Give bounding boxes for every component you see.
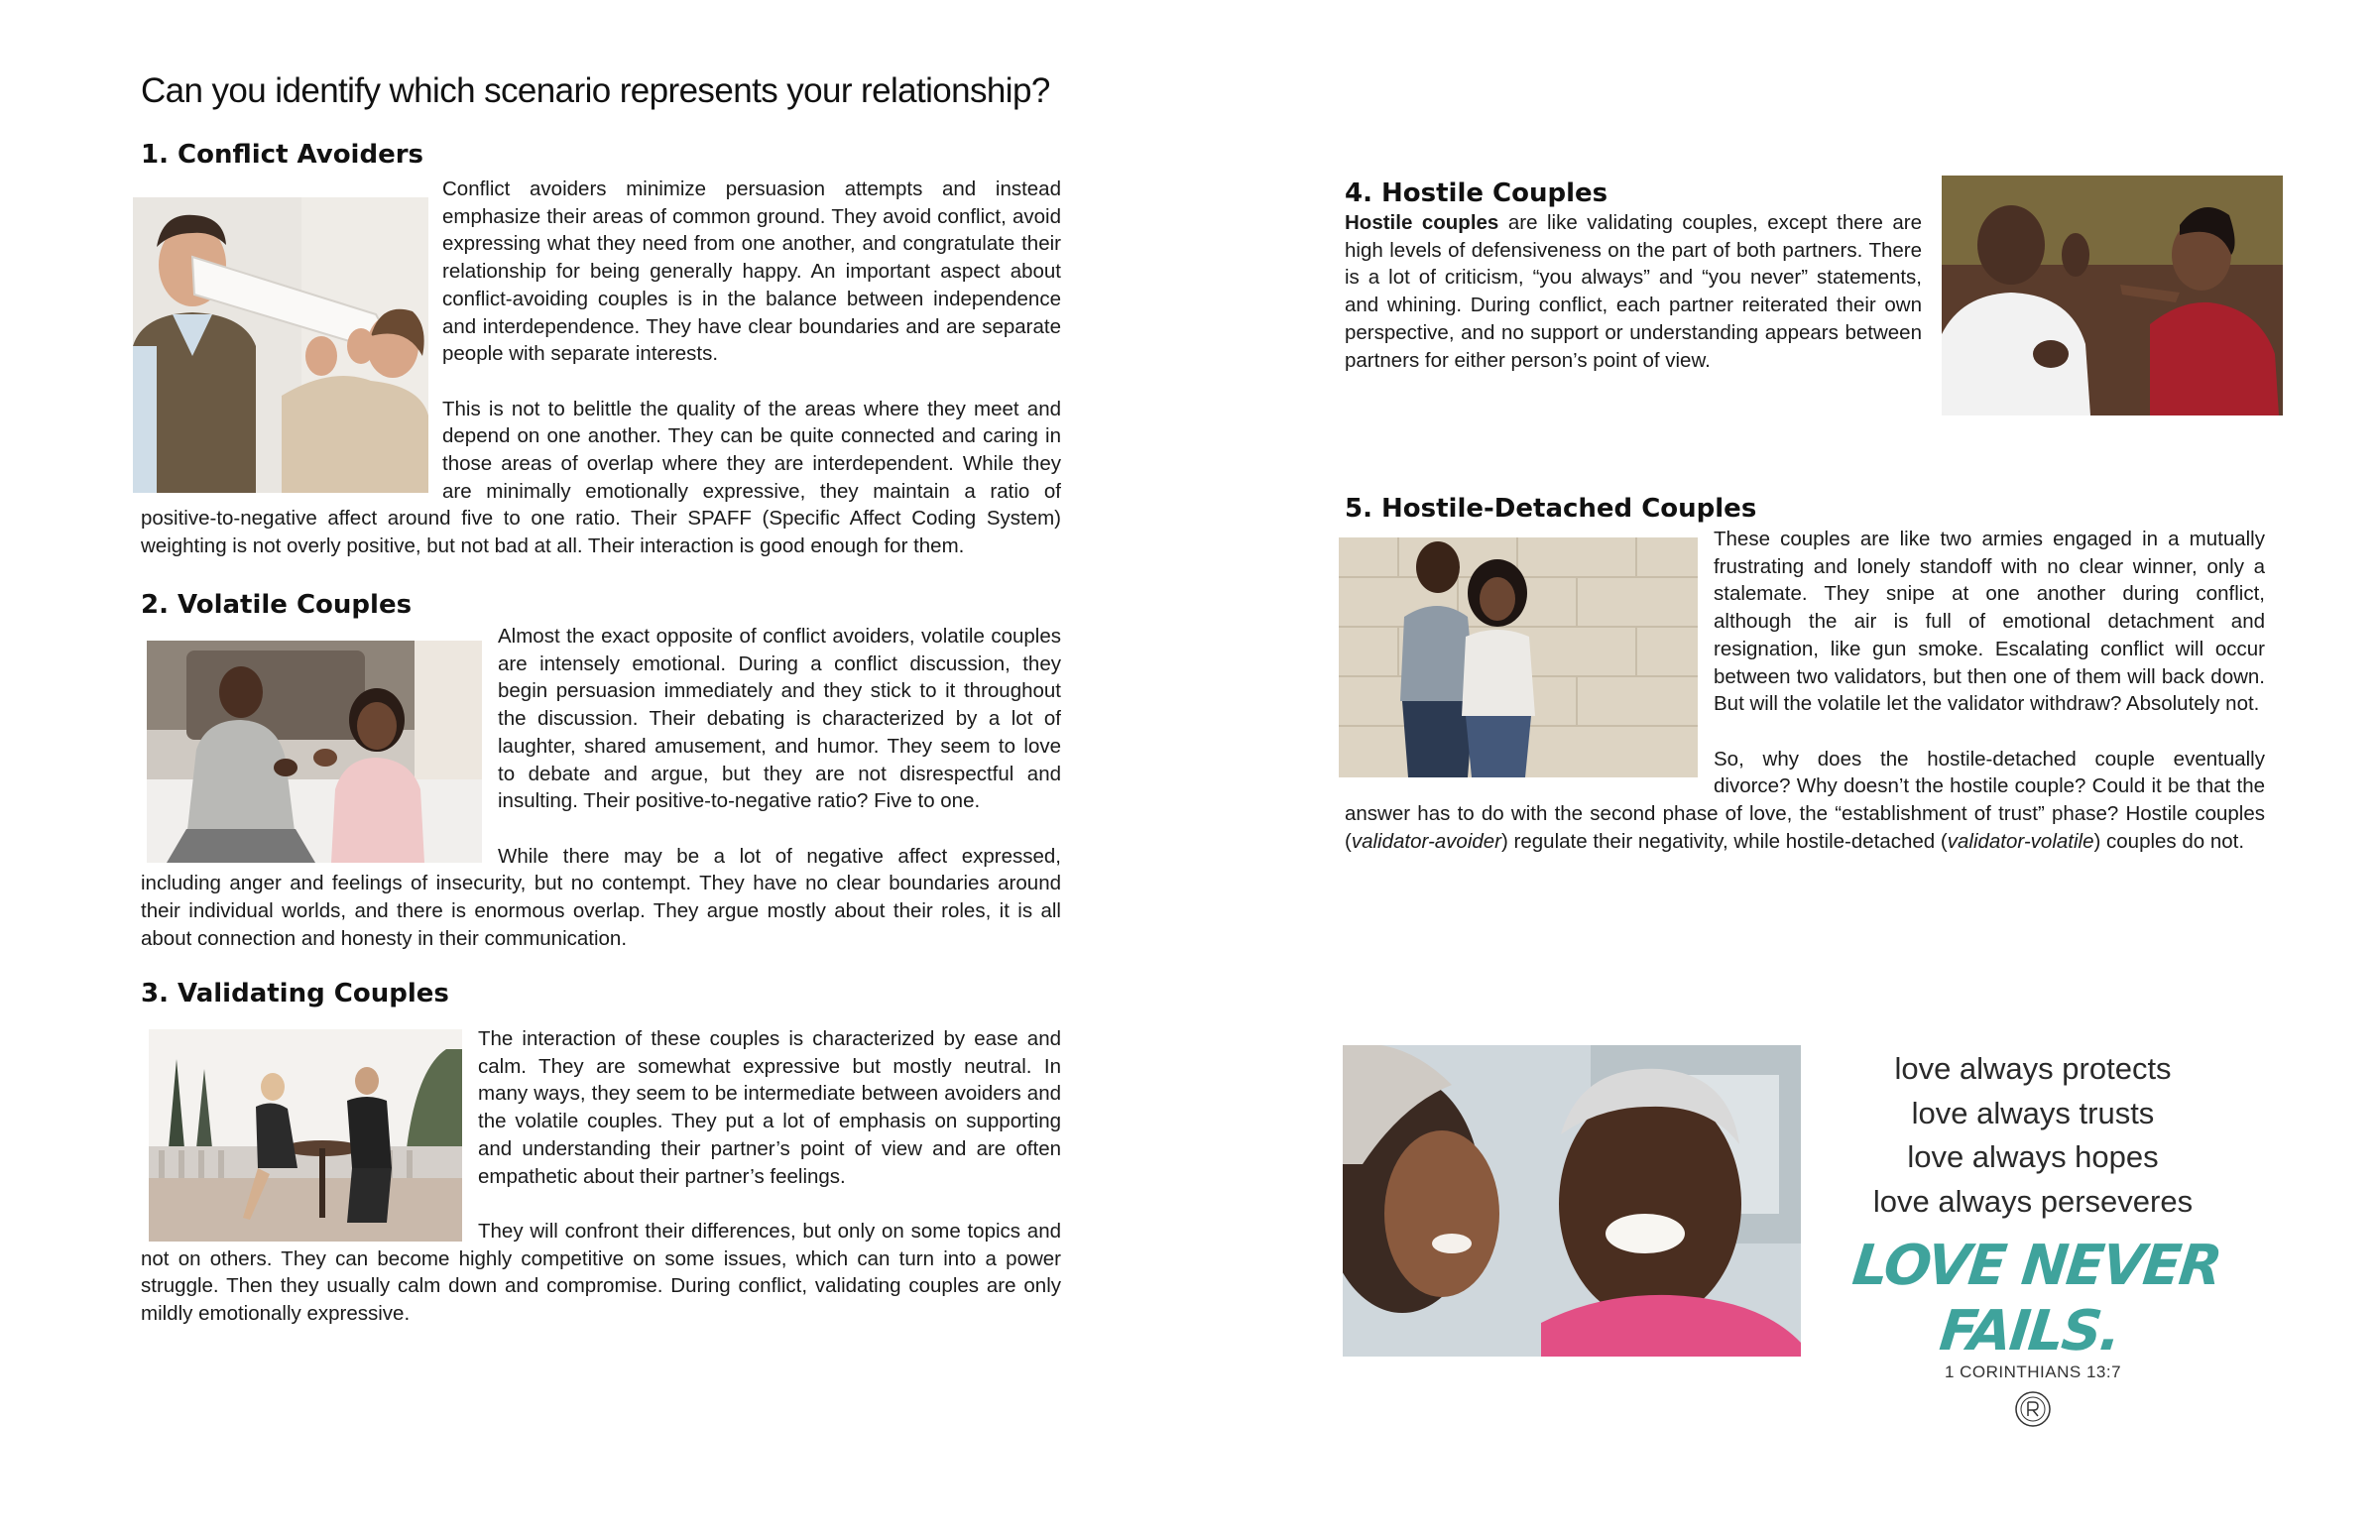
verse-reference: 1 CORINTHIANS 13:7: [1944, 1362, 2122, 1381]
lead-rest: are like validating couples, except there are high levels of defensiveness on the part of both partners. There is a lot of criticism, “you always” and “you never” statements, and whining. During conflict, each partner reiterated their own perspective, and no support or understanding appears between partners for either person’s point of view.: [1345, 211, 1922, 372]
lead-bold: Hostile couples: [1345, 211, 1499, 234]
photo-hostile-couple: [1942, 176, 2283, 415]
text-run: So, why does the hostile-detached couple eventually divorce? Why doesn’t the hostile couple? Could it be that the answer has to do with the second phase of love, the “establishment of trust” phase? Hostile couples (: [1345, 747, 2265, 853]
photo-standoff-couple: [1339, 537, 1698, 777]
page-title: Can you identify which scenario represents your relationship?: [141, 71, 1050, 110]
section-heading-volatile-couples: 2. Volatile Couples: [141, 590, 413, 620]
text-run: ) regulate their negativity, while hostile-detached (: [1501, 829, 1948, 853]
section-body-hostile-couples: [1345, 209, 1922, 374]
paragraph: The interaction of these couples is characterized by ease and calm. They are somewhat expressive but mostly neutral. In many ways, they seem to be intermediate between avoiders and the volatile couples. They put a lot of emphasis on supporting and understanding their partner’s point of view and are often empathetic about their partner’s feelings.: [478, 1027, 1061, 1188]
section-body-validating-couples: [141, 1025, 1061, 1328]
verse-line: love always hopes: [1907, 1139, 2159, 1174]
verse-block: [1835, 1047, 2231, 1428]
italic-term: validator-avoider: [1351, 829, 1502, 853]
italic-term: validator-volatile: [1947, 829, 2094, 853]
section-body-volatile-couples: [141, 623, 1061, 952]
verse-line: love always perseveres: [1872, 1183, 2194, 1219]
seal-logo-icon: [2014, 1390, 2052, 1428]
paragraph: [1345, 209, 1922, 374]
section-body-conflict-avoiders: [141, 176, 1061, 560]
section-heading-conflict-avoiders: 1. Conflict Avoiders: [141, 140, 424, 170]
verse-line: love always trusts: [1911, 1095, 2155, 1130]
verse-headline: LOVE NEVER FAILS.: [1848, 1234, 2224, 1363]
photo-laughing-elderly-couple: [1343, 1045, 1801, 1357]
section-heading-hostile-couples: 4. Hostile Couples: [1345, 178, 1608, 208]
paragraph: Almost the exact opposite of conflict avoiders, volatile couples are intensely emotional. During a conflict discussion, they begin persuasion immediately and they stick to it throughout the discussion. Their debating is characterized by a lot of laughter, shared amusement, and humor. They seem to love to debate and argue, but they are not disrespectful and insulting. Their positive-to-negative ratio? Five to one.: [498, 625, 1061, 813]
section-heading-hostile-detached-couples: 5. Hostile-Detached Couples: [1345, 494, 1757, 524]
text-run: ) couples do not.: [2093, 829, 2245, 853]
paragraph: They will confront their differences, but only on some topics and not on others. They can become highly competitive on some issues, which can turn into a power struggle. Then they usually calm down and compromise. During conflict, validating couples are only mildly emotionally expressive.: [141, 1219, 1061, 1326]
paragraph: Conflict avoiders minimize persuasion attempts and instead emphasize their areas of common ground. They avoid conflict, avoid expressing what they need from one another, and congratulate their relationship for being generally happy. An important aspect about conflict-avoiding couples is in the balance between independence and interdependence. They have clear boundaries and are separate people with separate interests.: [442, 178, 1061, 366]
photo-cafe-couple: [149, 1029, 462, 1242]
verse-line: love always protects: [1894, 1051, 2172, 1086]
photo-megaphone-couple: [133, 197, 428, 493]
section-body-hostile-detached-couples: [1345, 526, 2265, 855]
paragraph: These couples are like two armies engaged in a mutually frustrating and lonely standoff with no clear winner, only a stalemate. They snipe at one another during conflict, although the air is full of emotional detachment and resignation, like gun smoke. Escalating conflict will occur between two validators, but then one of them will back down. But will the volatile let the validator withdraw? Absolutely not.: [1714, 528, 2265, 716]
paragraph: This is not to belittle the quality of the areas where they meet and depend on one another. They can be quite connected and caring in those areas of overlap where they are interdependent. While they are minimally emotionally expressive, they maintain a ratio of positive-to-negative affect around five to one ratio. Their SPAFF (Specific Affect Coding System) weighting is not overly positive, but not bad at all. Their interaction is good enough for them.: [141, 397, 1061, 558]
paragraph: While there may be a lot of negative affect expressed, including anger and feelings of insecurity, but no contempt. They have no clear boundaries around their individual worlds, and there is enormous overlap. They argue mostly about their roles, it is all about connection and honesty in their communication.: [141, 844, 1061, 950]
photo-arguing-couple: [147, 641, 482, 863]
section-heading-validating-couples: 3. Validating Couples: [141, 979, 449, 1008]
